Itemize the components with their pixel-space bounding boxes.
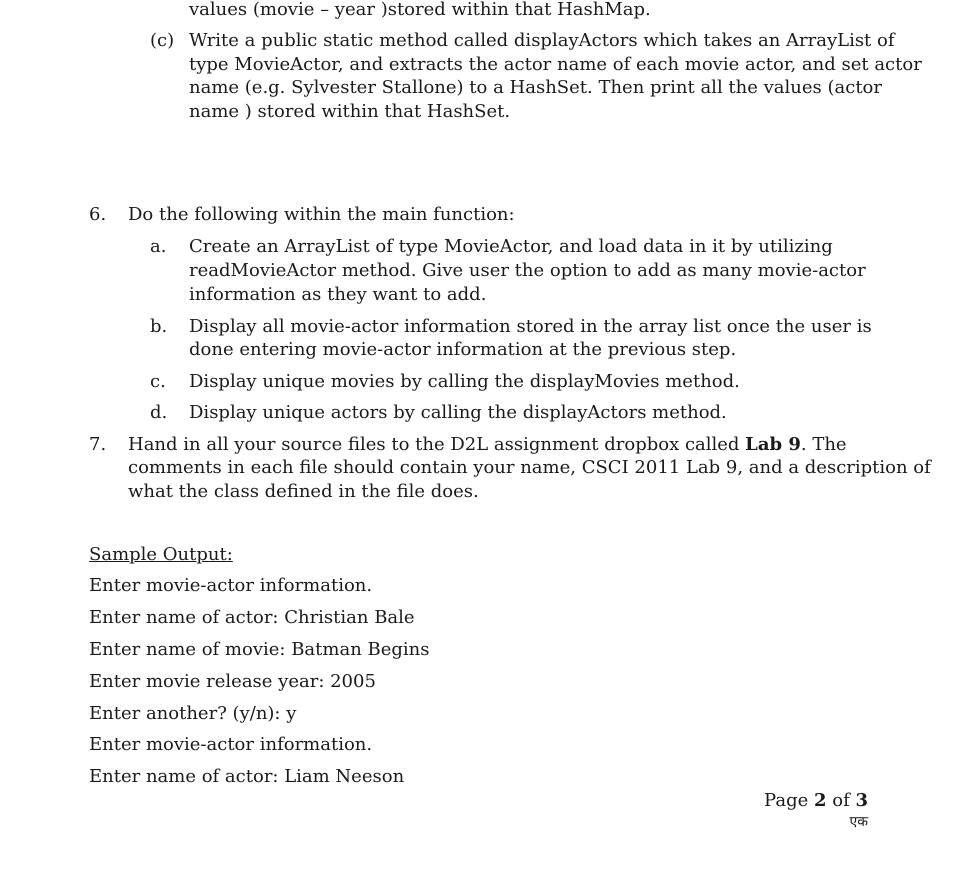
section-7-number: 7. <box>89 434 107 455</box>
sample-line-2: Enter name of actor: Christian Bale <box>89 607 415 628</box>
item-b-line-2: done entering movie-actor information at the previous step. <box>189 339 737 360</box>
sample-line-3: Enter name of movie: Batman Begins <box>89 639 430 660</box>
footer-script-text: एक <box>849 814 868 830</box>
item-d-marker: d. <box>150 402 168 423</box>
item-c6-line-1: Display unique movies by calling the displayMovies method. <box>189 371 740 392</box>
sample-line-1: Enter movie-actor information. <box>89 575 373 596</box>
lab-name-bold: Lab 9 <box>745 434 801 455</box>
section-7-line-1-end: . The <box>800 434 847 455</box>
sample-output-heading: Sample Output: <box>89 544 233 565</box>
section-7-line-3: what the class defined in the file does. <box>128 481 479 502</box>
item-a-marker: a. <box>150 236 167 257</box>
sample-line-5: Enter another? (y/n): y <box>89 703 297 724</box>
item-c-line-2: type MovieActor, and extracts the actor name of each movie actor, and set actor <box>189 54 922 75</box>
sample-line-4: Enter movie release year: 2005 <box>89 671 376 692</box>
item-a-line-2: readMovieActor method. Give user the option to add as many movie-actor <box>189 260 866 281</box>
item-c-line-4: name ) stored within that HashSet. <box>189 101 511 122</box>
sample-line-7: Enter name of actor: Liam Neeson <box>89 766 405 787</box>
item-b-marker: b. <box>150 316 168 337</box>
section-7-line-2: comments in each file should contain your name, CSCI 2011 Lab 9, and a description of <box>128 457 931 478</box>
page-label: Page <box>764 790 814 811</box>
item-a-line-1: Create an ArrayList of type MovieActor, and load data in it by utilizing <box>189 236 833 257</box>
item-b-line-1: Display all movie-actor information stored in the array list once the user is <box>189 316 872 337</box>
page-current: 2 <box>813 790 827 811</box>
continuation-text: values (movie – year )stored within that HashMap. <box>189 0 651 20</box>
item-a-line-3: information as they want to add. <box>189 284 487 305</box>
item-d-line-1: Display unique actors by calling the displayActors method. <box>189 402 727 423</box>
item-c6-marker: c. <box>150 371 166 392</box>
item-c-line-1: Write a public static method called displayActors which takes an ArrayList of <box>189 30 895 51</box>
section-6-intro: Do the following within the main function: <box>128 204 515 225</box>
section-7-line-1-text: Hand in all your source files to the D2L assignment dropbox called <box>128 434 746 455</box>
page-of: of <box>826 790 856 811</box>
page-total: 3 <box>855 790 868 811</box>
section-7-line-1 <box>128 433 847 457</box>
item-c-marker: (c) <box>150 30 175 51</box>
sample-line-6: Enter movie-actor information. <box>89 734 373 755</box>
section-6-number: 6. <box>89 204 107 225</box>
item-c-line-3: name (e.g. Sylvester Stallone) to a HashSet. Then print all the values (actor <box>189 77 882 98</box>
